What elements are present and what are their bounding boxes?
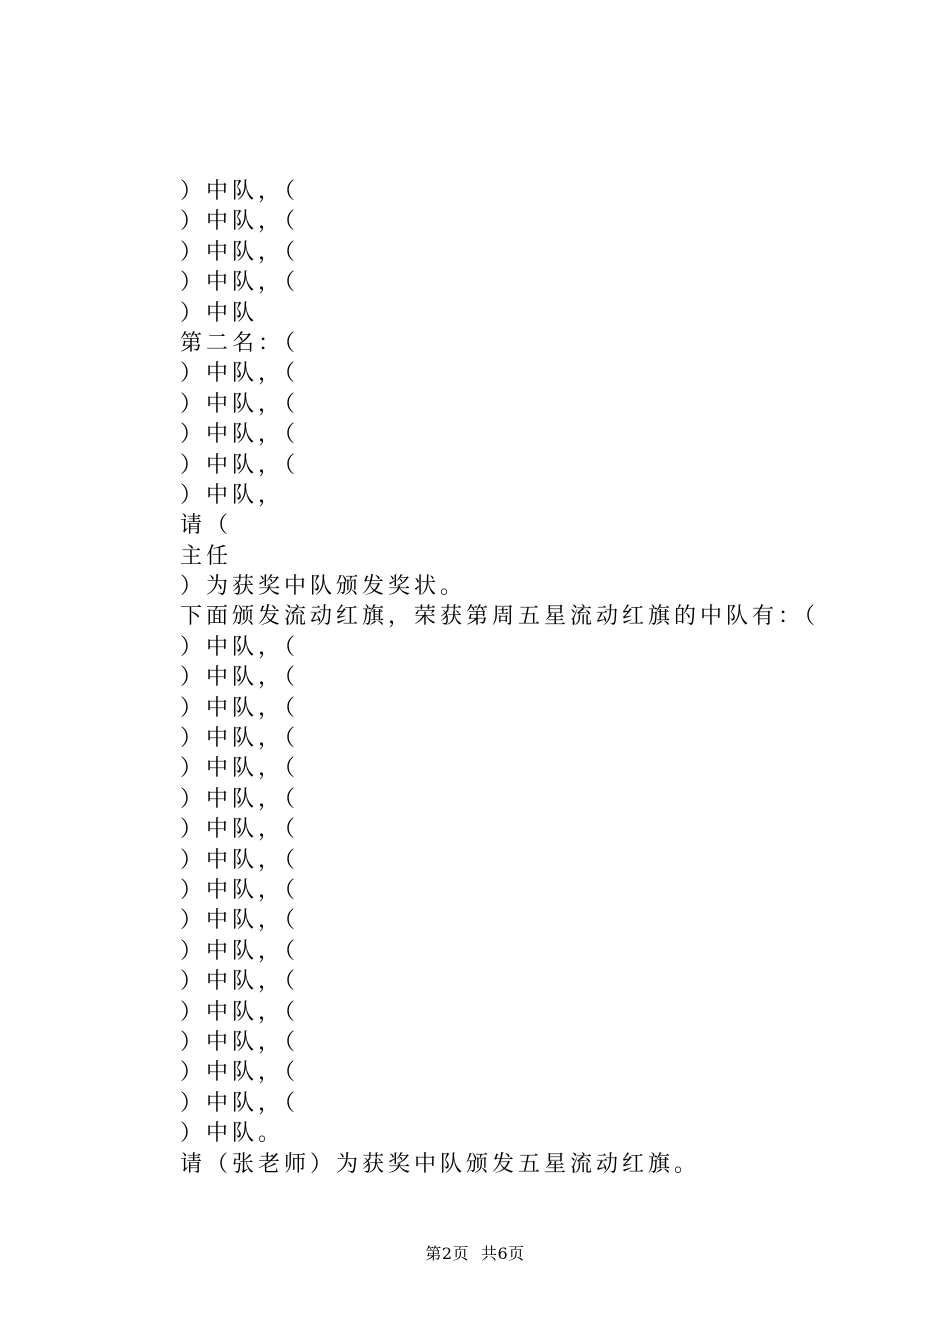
text-line: 第二名：（: [180, 330, 300, 356]
text-line: ）中队，（: [180, 179, 300, 204]
text-line: 下面颁发流动红旗，荣获第周五星流动红旗的中队有：（: [180, 604, 820, 630]
text-line: 主任: [180, 543, 233, 569]
text-line: ）中队，（: [180, 786, 300, 812]
text-line: ）中队。: [180, 1121, 285, 1147]
page-total: 共6页: [481, 1244, 525, 1263]
text-line: ）中队，（: [180, 270, 300, 296]
text-line: ）中队，（: [180, 908, 300, 934]
text-line: ）中队，（: [180, 938, 300, 964]
text-line: ）中队，（: [180, 1029, 300, 1055]
text-line: ）中队，（: [180, 209, 300, 235]
text-line: ）中队，（: [180, 999, 300, 1025]
text-line: ）中队，（: [180, 756, 300, 782]
text-line: ）为获奖中队颁发奖状。: [180, 574, 467, 600]
text-line: ）中队，（: [180, 1090, 300, 1116]
text-line: ）中队，（: [180, 361, 300, 387]
text-line: ）中队，（: [180, 817, 300, 843]
page-footer: [0, 1243, 950, 1265]
text-line: ）中队，（: [180, 695, 300, 721]
text-line: 请（张老师）为获奖中队颁发五星流动红旗。: [180, 1151, 701, 1177]
text-line: ）中队，（: [180, 422, 300, 448]
text-line: ）中队，（: [180, 847, 300, 873]
text-line: ）中队，（: [180, 1060, 300, 1086]
text-line: ）中队，（: [180, 391, 300, 417]
text-line: ）中队，（: [180, 969, 300, 995]
document-body: [180, 177, 880, 1180]
text-line: ）中队，（: [180, 239, 300, 265]
text-line: ）中队，: [180, 482, 285, 508]
page-number: 第2页: [425, 1244, 469, 1263]
text-line: ）中队，（: [180, 877, 300, 903]
text-line: 请（: [180, 513, 233, 539]
text-line: ）中队: [180, 300, 259, 326]
text-line: ）中队，（: [180, 665, 300, 691]
text-line: ）中队，（: [180, 634, 300, 660]
text-line: ）中队，（: [180, 452, 300, 478]
text-line: ）中队，（: [180, 726, 300, 752]
